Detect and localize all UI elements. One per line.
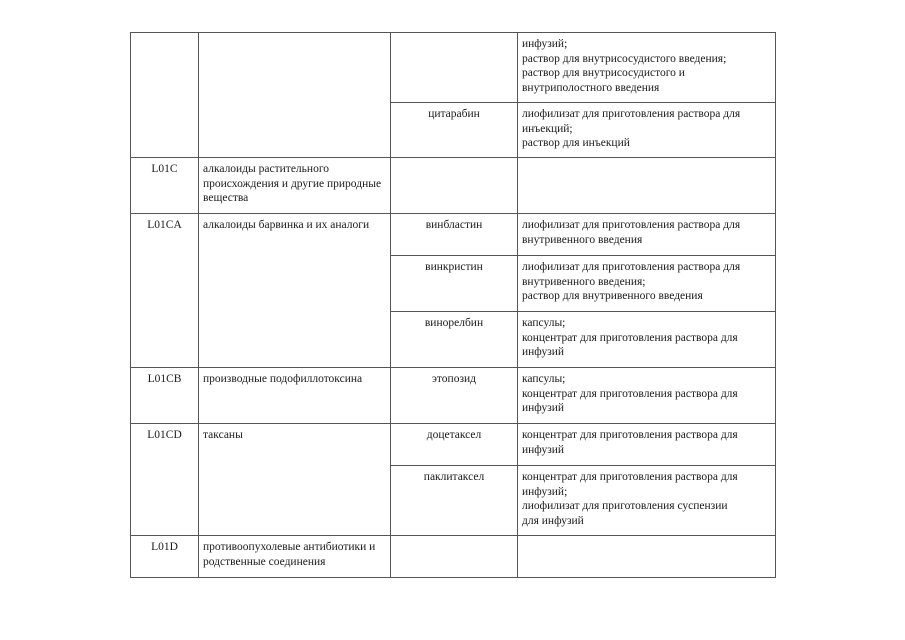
dosage-form-line: капсулы; <box>522 317 566 329</box>
dosage-form-cell <box>518 158 776 214</box>
table-row <box>131 214 776 256</box>
group-name-text: противоопухолевые антибиотики и родственные соединения <box>203 541 376 568</box>
atc-code-cell: L01CA <box>131 214 199 368</box>
table-row <box>131 158 776 214</box>
dosage-form-line: концентрат для приготовления раствора для <box>522 331 738 344</box>
drug-name-cell: цитарабин <box>391 103 518 158</box>
group-name-cell <box>199 33 391 158</box>
drug-name-cell <box>391 33 518 103</box>
drug-name-cell: этопозид <box>391 368 518 424</box>
dosage-form-line: капсулы; <box>522 373 566 385</box>
dosage-form-line: раствор для внутрисосудистого и <box>522 67 685 79</box>
group-name-text: производные подофиллотоксина <box>203 373 363 385</box>
dosage-form-line: внутривенного введения <box>522 233 643 246</box>
table-row <box>131 368 776 424</box>
dosage-form-line: концентрат для приготовления раствора для <box>522 387 738 400</box>
group-name-cell <box>199 158 391 214</box>
group-name-text: алкалоиды растительного происхождения и другие природные вещества <box>203 163 382 204</box>
dosage-form-cell <box>518 103 776 158</box>
dosage-form-line: раствор для инъекций <box>522 137 630 149</box>
dosage-form-line: инфузий; <box>522 38 568 50</box>
dosage-form-line: лиофилизат для приготовления раствора для <box>522 108 741 120</box>
drug-name-cell: винорелбин <box>391 312 518 368</box>
drug-name-cell: винбластин <box>391 214 518 256</box>
dosage-form-line: раствор для внутривенного введения <box>522 290 703 302</box>
dosage-form-line: инъекций; <box>522 122 573 135</box>
dosage-form-line: внутривенного введения; <box>522 275 646 288</box>
drug-name-cell: паклитаксел <box>391 466 518 536</box>
dosage-form-line: лиофилизат для приготовления раствора для <box>522 261 741 273</box>
atc-code-cell: L01CD <box>131 424 199 536</box>
table-row <box>131 33 776 103</box>
drug-classification-table <box>130 32 776 578</box>
dosage-form-line: лиофилизат для приготовления раствора для <box>522 219 741 231</box>
dosage-form-line: для инфузий <box>522 514 584 527</box>
dosage-form-line: инфузий <box>522 402 565 414</box>
drug-name-cell: винкристин <box>391 256 518 312</box>
dosage-form-line: инфузий; <box>522 485 568 498</box>
dosage-form-line: концентрат для приготовления раствора для <box>522 429 738 441</box>
table-row <box>131 536 776 578</box>
atc-code-cell: L01CB <box>131 368 199 424</box>
group-name-cell <box>199 424 391 536</box>
dosage-form-line: лиофилизат для приготовления суспензии <box>522 500 728 512</box>
dosage-form-line: инфузий <box>522 346 565 358</box>
group-name-cell <box>199 214 391 368</box>
group-name-cell <box>199 368 391 424</box>
dosage-form-cell <box>518 256 776 312</box>
dosage-form-cell <box>518 424 776 466</box>
atc-code-cell: L01D <box>131 536 199 578</box>
drug-name-cell <box>391 536 518 578</box>
dosage-form-cell <box>518 536 776 578</box>
group-name-text: алкалоиды барвинка и их аналоги <box>203 219 370 231</box>
group-name-cell <box>199 536 391 578</box>
dosage-form-line: внутриполостного введения <box>522 81 660 94</box>
drug-name-cell <box>391 158 518 214</box>
dosage-form-line: инфузий <box>522 443 565 456</box>
dosage-form-cell <box>518 33 776 103</box>
dosage-form-cell <box>518 214 776 256</box>
dosage-form-cell <box>518 312 776 368</box>
dosage-form-cell <box>518 466 776 536</box>
drug-name-cell: доцетаксел <box>391 424 518 466</box>
dosage-form-line: раствор для внутрисосудистого введения; <box>522 52 727 65</box>
table-row <box>131 424 776 466</box>
dosage-form-cell <box>518 368 776 424</box>
group-name-text: таксаны <box>203 429 243 441</box>
atc-code-cell <box>131 33 199 158</box>
atc-code-cell: L01C <box>131 158 199 214</box>
dosage-form-line: концентрат для приготовления раствора для <box>522 471 738 483</box>
